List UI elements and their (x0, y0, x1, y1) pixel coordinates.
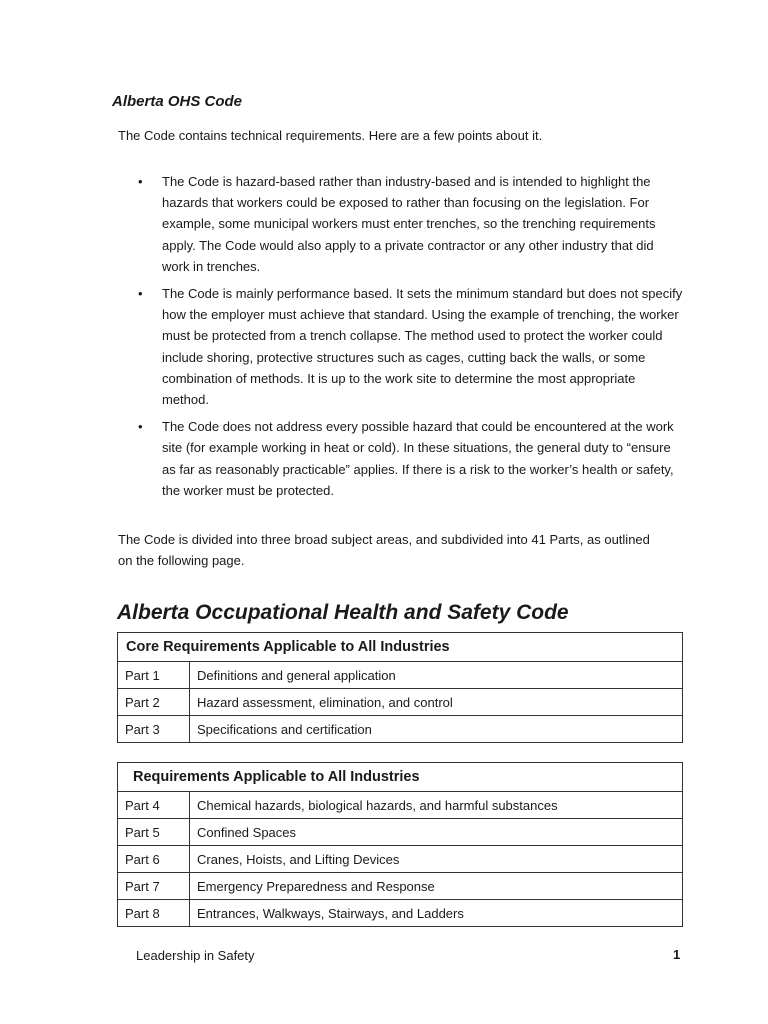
table-row (118, 792, 683, 819)
table-heading: Requirements Applicable to All Industries (118, 763, 683, 792)
part-number: Part 7 (118, 873, 190, 900)
part-title: Hazard assessment, elimination, and control (190, 689, 683, 716)
part-number: Part 5 (118, 819, 190, 846)
bullet-text: The Code does not address every possible hazard that could be encountered at the work site (for example working in heat or cold). In these situations, the general duty to “ensure as far as reasonably practicable” applies. If there is a risk to the worker’s health or safety, the worker must be protected. (162, 419, 674, 498)
summary-paragraph: The Code is divided into three broad subject areas, and subdivided into 41 Parts, as outlined on the following page. (118, 532, 650, 569)
table-row (118, 716, 683, 743)
table-header-row (118, 633, 683, 662)
part-title: Emergency Preparedness and Response (190, 873, 683, 900)
table-header-row (118, 763, 683, 792)
part-number: Part 8 (118, 900, 190, 927)
part-title: Specifications and certification (190, 716, 683, 743)
intro-paragraph: The Code contains technical requirements. Here are a few points about it. (118, 128, 543, 143)
table-row (118, 819, 683, 846)
part-number: Part 3 (118, 716, 190, 743)
table-heading: Core Requirements Applicable to All Industries (118, 633, 683, 662)
table-row (118, 873, 683, 900)
bullet-item (138, 171, 683, 277)
table-row (118, 662, 683, 689)
part-number: Part 2 (118, 689, 190, 716)
core-requirements-table (117, 632, 683, 743)
part-title: Confined Spaces (190, 819, 683, 846)
table-row (118, 689, 683, 716)
table-row (118, 846, 683, 873)
bullet-item (138, 416, 683, 501)
part-number: Part 1 (118, 662, 190, 689)
part-title: Entrances, Walkways, Stairways, and Ladders (190, 900, 683, 927)
all-industries-table (117, 762, 683, 927)
page-number: 1 (673, 947, 681, 962)
section-heading: Alberta OHS Code (112, 93, 243, 110)
part-title: Definitions and general application (190, 662, 683, 689)
table-row (118, 900, 683, 927)
part-number: Part 6 (118, 846, 190, 873)
bullet-icon: • (138, 419, 143, 435)
bullet-text: The Code is mainly performance based. It sets the minimum standard but does not specify how the employer must achieve that standard. Using the example of trenching, the worker must be protected from a trench collapse. The method used to protect the worker could include shoring, protective structures such as cages, cutting back the walls, or some combination of methods. It is up to the work site to determine the most appropriate method. (162, 286, 683, 408)
bullet-icon: • (138, 174, 143, 189)
document-title: Alberta Occupational Health and Safety Code (117, 601, 569, 624)
bullet-icon: • (138, 286, 143, 302)
part-title: Cranes, Hoists, and Lifting Devices (190, 846, 683, 873)
part-number: Part 4 (118, 792, 190, 819)
bullet-list (138, 171, 683, 507)
bullet-item (138, 283, 683, 410)
footer-title: Leadership in Safety (136, 948, 255, 963)
bullet-text: The Code is hazard-based rather than industry-based and is intended to highlight the hazards that workers could be exposed to rather than focusing on the legislation. For example, some municipal workers must enter trenches, so the trenching requirements apply. The Code would also apply to a private contractor or any other industry that did work in trenches. (162, 174, 656, 274)
part-title: Chemical hazards, biological hazards, and harmful substances (190, 792, 683, 819)
